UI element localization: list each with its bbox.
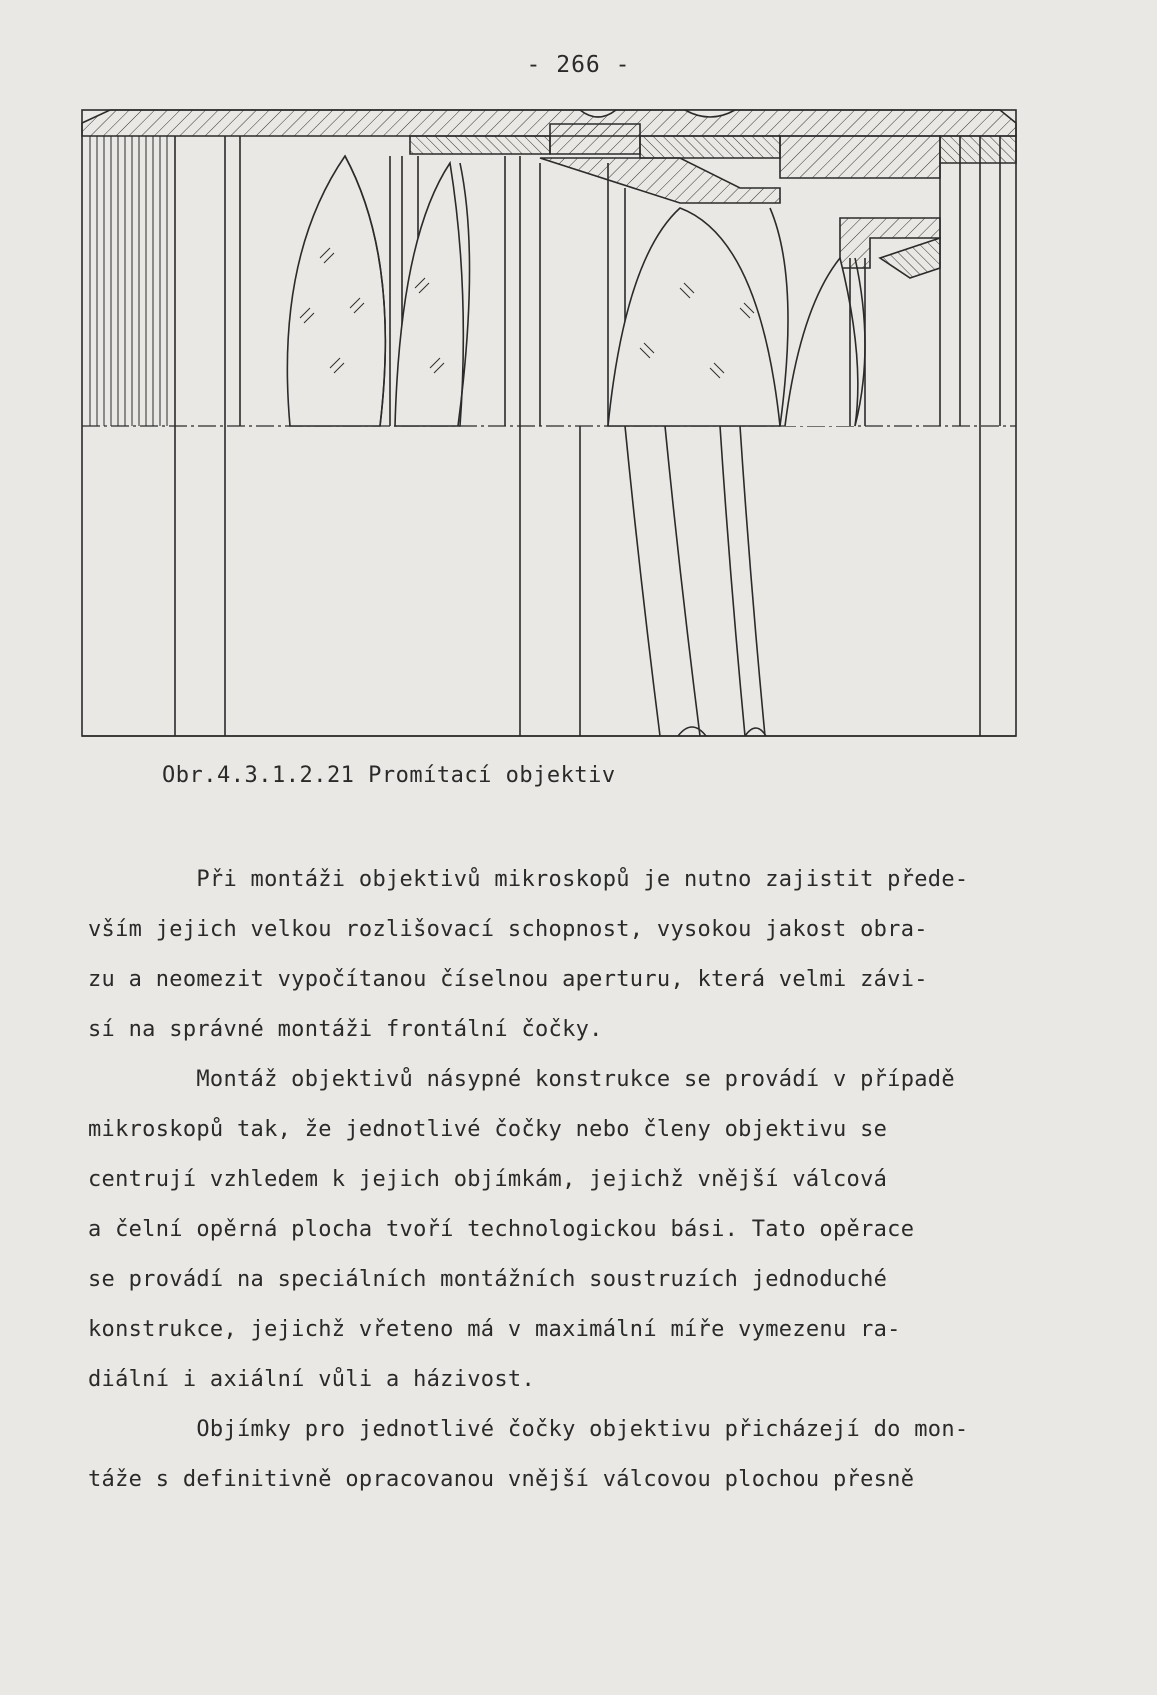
text-line: Při montáži objektivů mikroskopů je nutno zajistit přede- xyxy=(88,867,969,892)
text-line: táže s definitivně opracovanou vnější válcovou plochou přesně xyxy=(88,1467,915,1492)
figure-caption: Obr.4.3.1.2.21 Promítací objektiv xyxy=(162,763,616,788)
text-line: sí na správné montáži frontální čočky. xyxy=(88,1017,603,1042)
paragraph-3 xyxy=(88,1405,1048,1505)
text-line: konstrukce, jejichž vřeteno má v maximální míře vymezenu ra- xyxy=(88,1317,901,1342)
text-line: Montáž objektivů násypné konstrukce se provádí v případě xyxy=(88,1067,955,1092)
text-line: diální i axiální vůli a házivost. xyxy=(88,1367,535,1392)
text-line: a čelní opěrná plocha tvoří technologickou bási. Tato opěrace xyxy=(88,1217,915,1242)
page-number: - 266 - xyxy=(526,52,631,78)
text-line: vším jejich velkou rozlišovací schopnost, vysokou jakost obra- xyxy=(88,917,928,942)
paragraph-1 xyxy=(88,855,1048,1055)
paragraph-2 xyxy=(88,1055,1048,1405)
text-line: Objímky pro jednotlivé čočky objektivu přicházejí do mon- xyxy=(88,1417,969,1442)
body-text xyxy=(88,855,1048,1505)
lens-cross-section-figure xyxy=(80,108,1020,738)
text-line: mikroskopů tak, že jednotlivé čočky nebo členy objektivu se xyxy=(88,1117,888,1142)
lens-drawing xyxy=(80,108,1020,738)
text-line: centrují vzhledem k jejich objímkám, jejichž vnější válcová xyxy=(88,1167,888,1192)
text-line: zu a neomezit vypočítanou číselnou aperturu, která velmi závi- xyxy=(88,967,928,992)
text-line: se provádí na speciálních montážních soustruzích jednoduché xyxy=(88,1267,888,1292)
